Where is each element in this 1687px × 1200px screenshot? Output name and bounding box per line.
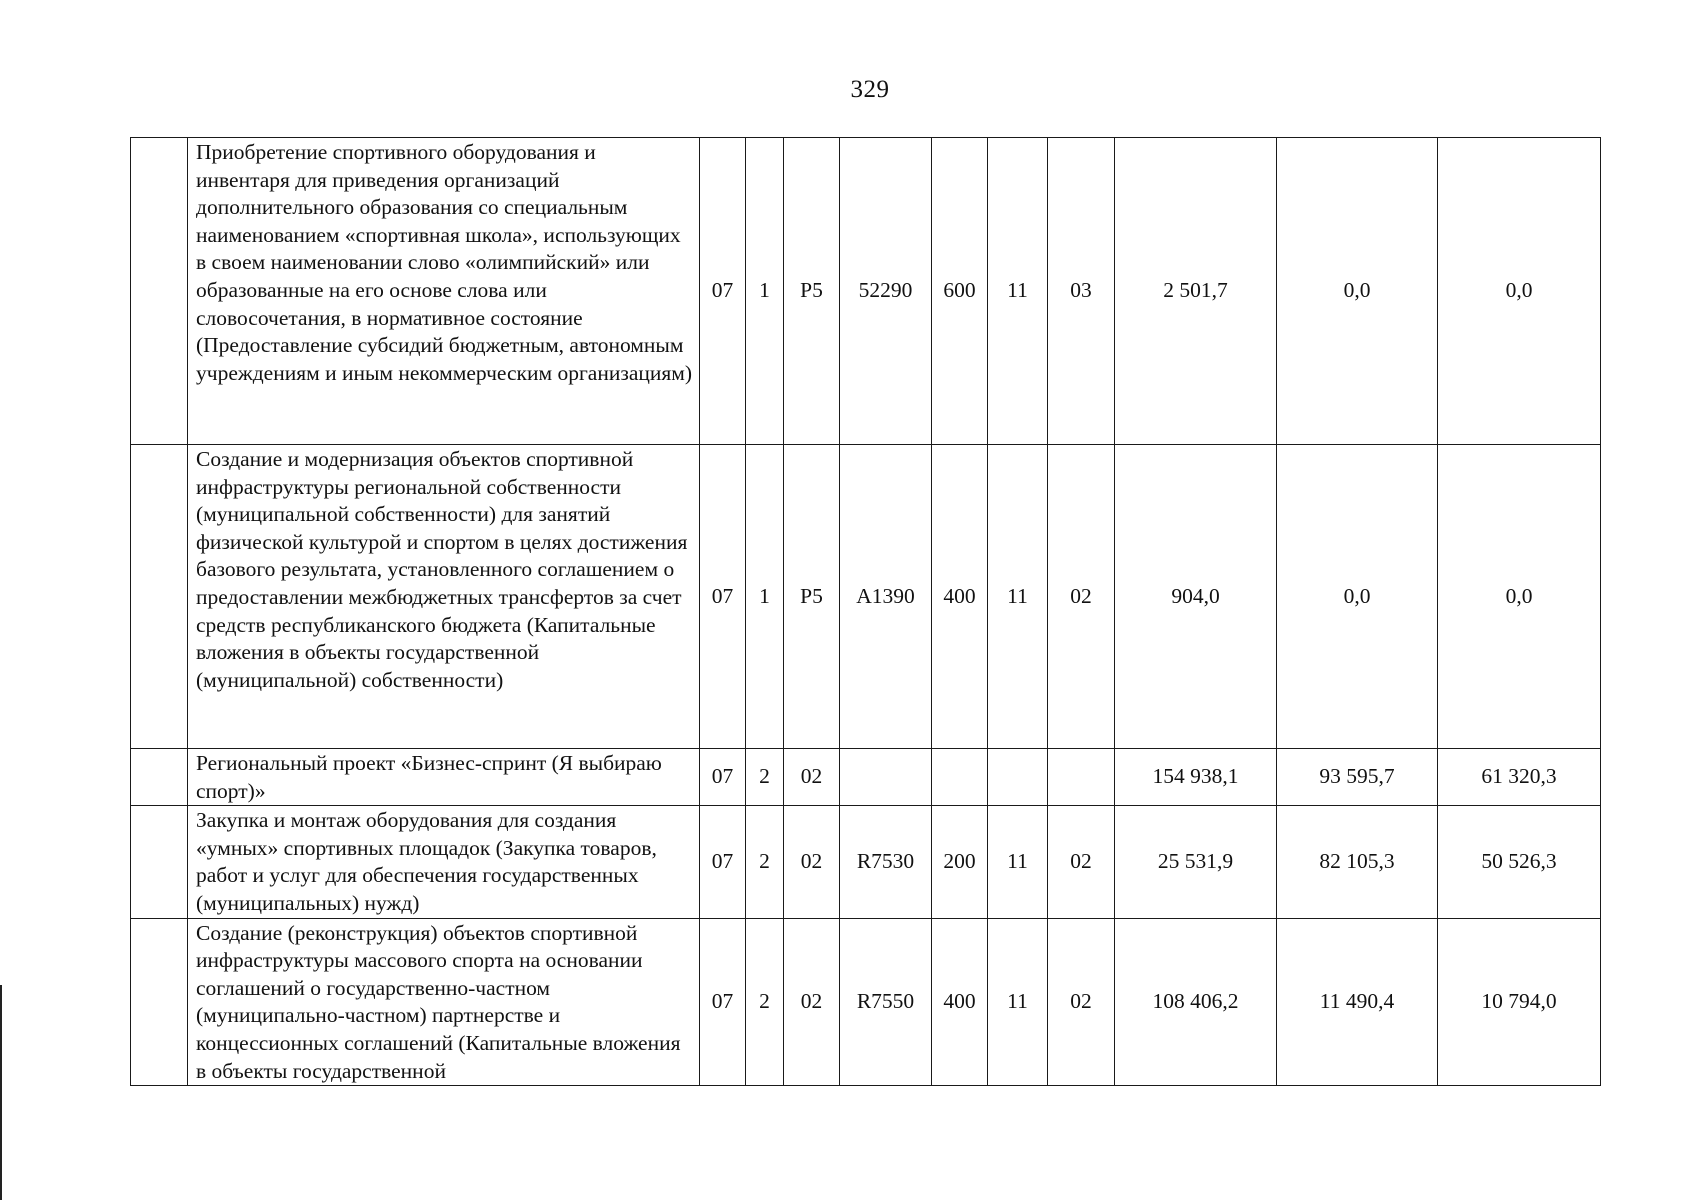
direction-code-cell: A1390 [840,445,932,749]
amount-year-3-cell: 50 526,3 [1438,806,1601,918]
section-cell [988,749,1048,806]
expense-name-cell: Региональный проект «Бизнес-спринт (Я выбираю спорт)» [188,749,700,806]
row-number-cell [131,806,188,918]
program-code-cell: 07 [700,806,746,918]
program-code-cell: 07 [700,749,746,806]
section-cell: 11 [988,806,1048,918]
expense-type-cell: 600 [932,138,988,445]
subprogram-code-cell: 1 [746,138,784,445]
amount-year-2-cell: 82 105,3 [1277,806,1438,918]
direction-code-cell: 52290 [840,138,932,445]
direction-code-cell: R7550 [840,918,932,1086]
row-number-cell [131,918,188,1086]
amount-year-1-cell: 904,0 [1115,445,1277,749]
subprogram-code-cell: 2 [746,749,784,806]
project-code-cell: 02 [784,749,840,806]
program-code-cell: 07 [700,918,746,1086]
expense-type-cell [932,749,988,806]
scan-margin-line [0,985,2,1200]
row-number-cell [131,749,188,806]
amount-year-3-cell: 10 794,0 [1438,918,1601,1086]
amount-year-2-cell: 0,0 [1277,445,1438,749]
row-number-cell [131,445,188,749]
project-code-cell: P5 [784,138,840,445]
project-code-cell: 02 [784,806,840,918]
subprogram-code-cell: 2 [746,918,784,1086]
subsection-cell: 02 [1048,445,1115,749]
amount-year-3-cell: 61 320,3 [1438,749,1601,806]
amount-year-3-cell: 0,0 [1438,445,1601,749]
expense-type-cell: 200 [932,806,988,918]
expense-type-cell: 400 [932,445,988,749]
section-cell: 11 [988,445,1048,749]
page-number: 329 [850,76,890,103]
table-row [131,138,1601,445]
direction-code-cell [840,749,932,806]
amount-year-1-cell: 2 501,7 [1115,138,1277,445]
table-row [131,445,1601,749]
program-code-cell: 07 [700,445,746,749]
subsection-cell: 02 [1048,918,1115,1086]
subsection-cell [1048,749,1115,806]
table-row [131,749,1601,806]
amount-year-1-cell: 108 406,2 [1115,918,1277,1086]
project-code-cell: P5 [784,445,840,749]
amount-year-1-cell: 154 938,1 [1115,749,1277,806]
amount-year-3-cell: 0,0 [1438,138,1601,445]
table-row [131,918,1601,1086]
direction-code-cell: R7530 [840,806,932,918]
subprogram-code-cell: 2 [746,806,784,918]
program-code-cell: 07 [700,138,746,445]
subprogram-code-cell: 1 [746,445,784,749]
subsection-cell: 03 [1048,138,1115,445]
table-row [131,806,1601,918]
amount-year-2-cell: 0,0 [1277,138,1438,445]
subsection-cell: 02 [1048,806,1115,918]
section-cell: 11 [988,138,1048,445]
amount-year-1-cell: 25 531,9 [1115,806,1277,918]
expense-type-cell: 400 [932,918,988,1086]
expense-name-cell: Создание и модернизация объектов спортивной инфраструктуры региональной собственности (муниципальной собственности) для занятий физической культурой и спортом в целях достижения базового результата, установленного соглашением о предоставлении межбюджетных трансфертов за счет средств республиканского бюджета (Капитальные вложения в объекты государственной (муниципальной) собственности) [188,445,700,749]
amount-year-2-cell: 11 490,4 [1277,918,1438,1086]
amount-year-2-cell: 93 595,7 [1277,749,1438,806]
expense-name-cell: Закупка и монтаж оборудования для создания «умных» спортивных площадок (Закупка товаров, работ и услуг для обеспечения государственных (муниципальных) нужд) [188,806,700,918]
budget-table [130,137,1601,1086]
row-number-cell [131,138,188,445]
expense-name-cell: Приобретение спортивного оборудования и инвентаря для приведения организаций дополнительного образования со специальным наименованием «спортивная школа», использующих в своем наименовании слово «олимпийский» или образованные на его основе слова или словосочетания, в нормативное состояние (Предоставление субсидий бюджетным, автономным учреждениям и иным некоммерческим организациям) [188,138,700,445]
project-code-cell: 02 [784,918,840,1086]
expense-name-cell: Создание (реконструкция) объектов спортивной инфраструктуры массового спорта на основании соглашений о государственно-частном (муниципально-частном) партнерстве и концессионных соглашений (Капитальные вложения в объекты государственной [188,918,700,1086]
section-cell: 11 [988,918,1048,1086]
